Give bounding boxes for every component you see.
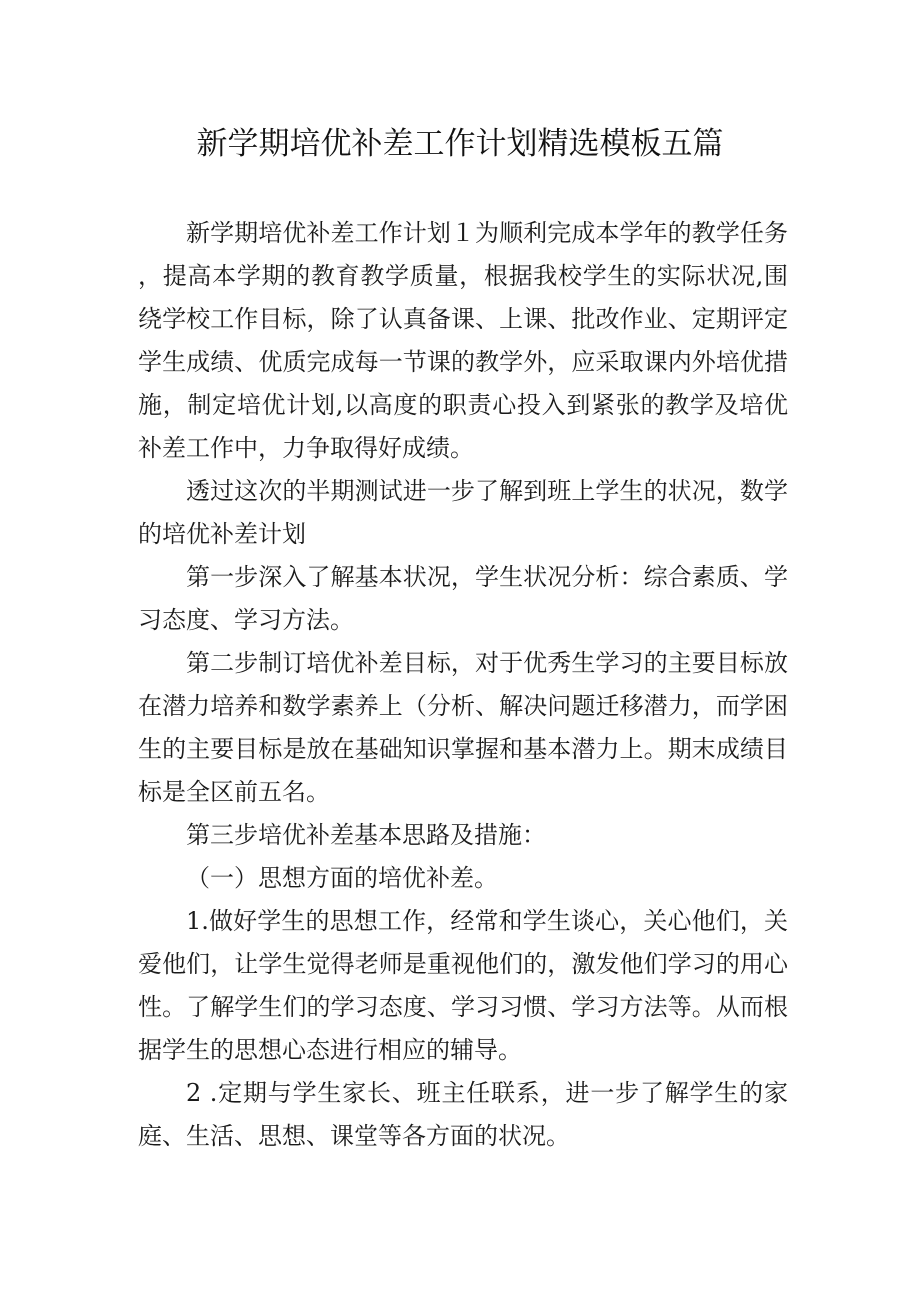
document-body <box>138 212 788 1158</box>
paragraph-midterm: 透过这次的半期测试进一步了解到班上学生的状况，数学的培优补差计划 <box>138 477 788 548</box>
document-title: 新学期培优补差工作计划精选模板五篇 <box>196 126 724 162</box>
list-item-2: 2 .定期与学生家长、班主任联系，进一步了解学生的家庭、生活、思想、课堂等各方面的状况。 <box>138 1079 788 1150</box>
list-item-1: 1.做好学生的思想工作，经常和学生谈心，关心他们，关爱他们，让学生觉得老师是重视他们的，激发他们学习的用心性。了解学生们的学习态度、学习习惯、学习方法等。从而根据学生的思想心态进行相应的辅导。 <box>138 907 788 1064</box>
paragraph-intro: 新学期培优补差工作计划１为顺利完成本学年的教学任务，提高本学期的教育教学质量，根据我校学生的实际状况,围绕学校工作目标，除了认真备课、上课、批改作业、定期评定学生成绩、优质完成每一节课的教学外，应采取课内外培优措施，制定培优计划,以高度的职责心投入到紧张的教学及培优补差工作中，力争取得好成绩。 <box>138 219 788 462</box>
section-heading-thought: （一）思想方面的培优补差。 <box>186 864 498 892</box>
paragraph-step-two: 第二步制订培优补差目标，对于优秀生学习的主要目标放在潜力培养和数学素养上（分析、解决问题迁移潜力，而学困生的主要目标是放在基础知识掌握和基本潜力上。期末成绩目标是全区前五名。 <box>138 649 788 806</box>
paragraph-step-one: 第一步深入了解基本状况，学生状况分析：综合素质、学习态度、学习方法。 <box>138 563 788 634</box>
paragraph-step-three: 第三步培优补差基本思路及措施： <box>186 821 546 849</box>
